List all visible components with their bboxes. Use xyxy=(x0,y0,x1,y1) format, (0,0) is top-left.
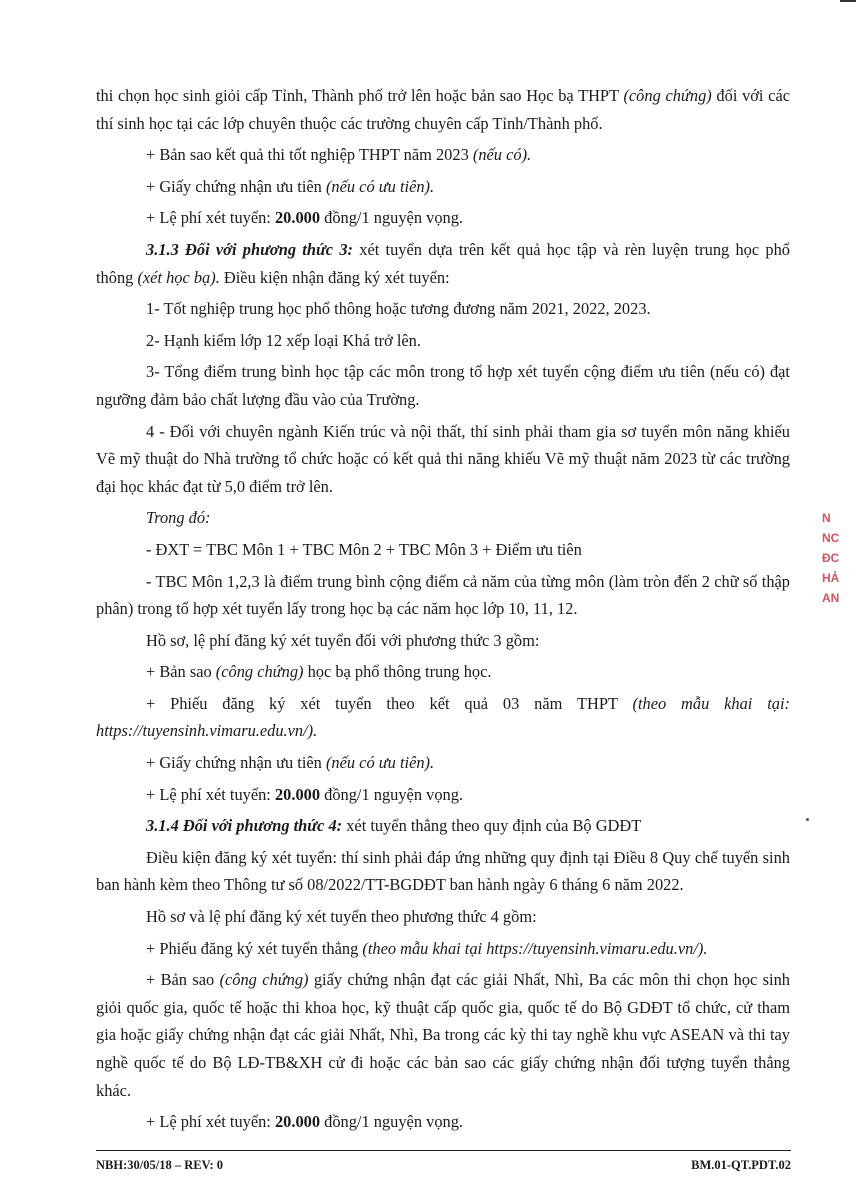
formula-dxt: - ĐXT = TBC Môn 1 + TBC Môn 2 + TBC Môn 3 + Điểm ưu tiên xyxy=(146,539,582,559)
formula-tbc: - TBC Môn 1,2,3 là điểm trung bình cộng điểm cả năm của từng môn (làm tròn đến 2 chữ số thập phân) trong tổ hợp xét tuyển lấy trong học bạ các năm học lớp 10, 11, 12. xyxy=(96,571,790,619)
item-le-phi-2: + Lệ phí xét tuyển: 20.000 đồng/1 nguyện vọng. xyxy=(146,784,464,804)
trong-do-label: Trong đó: xyxy=(146,508,211,528)
footer-divider xyxy=(96,1150,791,1151)
margin-dot xyxy=(806,818,809,821)
ho-so-phuong-thuc-3: Hồ sơ, lệ phí đăng ký xét tuyển đối với phương thức 3 gồm: xyxy=(146,630,540,650)
red-stamp-fragment: N NC ĐC HẢ AN xyxy=(822,511,840,605)
item-phieu-dang-ky-3: + Phiếu đăng ký xét tuyển theo kết quả 03 năm THPT (theo mẫu khai tại: https://tuyensinh.vimaru.edu.vn/). xyxy=(96,693,790,741)
document-body xyxy=(96,82,790,1136)
paragraph-hoc-ba: thi chọn học sinh giỏi cấp Tỉnh, Thành phố trở lên hoặc bản sao Học bạ THPT (công chứng) đối với các thí sinh học tại các lớp chuyên thuộc các trường chuyên cấp Tỉnh/Thành phố. xyxy=(96,86,791,133)
item-giay-uu-tien-1: + Giấy chứng nhận ưu tiên (nếu có ưu tiên). xyxy=(146,176,435,196)
condition-4: 4 - Đối với chuyên ngành Kiến trúc và nội thất, thí sinh phải tham gia sơ tuyển môn năng khiếu Vẽ mỹ thuật do Nhà trường tổ chức hoặc có kết quả thi năng khiếu Vẽ mỹ thuật năm 2023 từ các trường đại học khác đạt từ 5,0 điểm trở lên. xyxy=(96,421,790,496)
section-3-1-3: 3.1.3 Đối với phương thức 3: xét tuyển dựa trên kết quả học tập và rèn luyện trung học phổ thông (xét học bạ). Điều kiện nhận đăng ký xét tuyển: xyxy=(96,239,791,287)
ho-so-phuong-thuc-4: Hồ sơ và lệ phí đăng ký xét tuyển theo phương thức 4 gồm: xyxy=(146,907,537,927)
condition-3: 3- Tổng điểm trung bình học tập các môn trong tổ hợp xét tuyển cộng điểm ưu tiên (nếu có) đạt ngưỡng đảm bảo chất lượng đầu vào của Trường. xyxy=(96,362,790,409)
dieu-kien-phuong-thuc-4: Điều kiện đăng ký xét tuyển: thí sinh phải đáp ứng những quy định tại Điều 8 Quy chế tuyển sinh ban hành kèm theo Thông tư số 08/2022/TT-BGDĐT ban hành ngày 6 tháng 6 năm 2022. xyxy=(96,847,790,895)
footer-form-code: BM.01-QT.PDT.02 xyxy=(691,1158,791,1172)
item-le-phi-1: + Lệ phí xét tuyển: 20.000 đồng/1 nguyện vọng. xyxy=(146,208,464,228)
item-ban-sao-hoc-ba: + Bản sao (công chứng) học bạ phổ thông trung học. xyxy=(146,662,492,682)
condition-2: 2- Hạnh kiểm lớp 12 xếp loại Khá trở lên. xyxy=(146,330,421,350)
item-giay-uu-tien-2: + Giấy chứng nhận ưu tiên (nếu có ưu tiên). xyxy=(146,753,435,773)
item-phieu-xet-tuyen-thang: + Phiếu đăng ký xét tuyển thẳng (theo mẫu khai tại https://tuyensinh.vimaru.edu.vn/). xyxy=(146,938,708,958)
condition-1: 1- Tốt nghiệp trung học phổ thông hoặc tương đương năm 2021, 2022, 2023. xyxy=(146,299,651,319)
item-le-phi-3: + Lệ phí xét tuyển: 20.000 đồng/1 nguyện vọng. xyxy=(146,1112,464,1132)
edge-mark xyxy=(840,0,856,2)
section-3-1-4: 3.1.4 Đối với phương thức 4: xét tuyển thẳng theo quy định của Bộ GDĐT xyxy=(146,816,642,836)
item-ket-qua-tot-nghiep: + Bản sao kết quả thi tốt nghiệp THPT năm 2023 (nếu có). xyxy=(146,145,532,165)
footer-revision: NBH:30/05/18 – REV: 0 xyxy=(96,1158,223,1172)
item-ban-sao-giay-chung-nhan: + Bản sao (công chứng) giấy chứng nhận đạt các giải Nhất, Nhì, Ba các môn thi chọn học sinh giỏi quốc gia, quốc tế hoặc thi khoa học, kỹ thuật cấp quốc gia, quốc tế do Bộ GDĐT tổ chức, cử tham gia hoặc giấy chứng nhận đạt các giải Nhất, Nhì, Ba trong các kỳ thi tay nghề khu vực ASEAN và thi tay nghề quốc tế do Bộ LĐ-TB&XH cử đi hoặc các bản sao các giấy chứng nhận đối tượng tuyển thẳng khác. xyxy=(96,970,790,1100)
